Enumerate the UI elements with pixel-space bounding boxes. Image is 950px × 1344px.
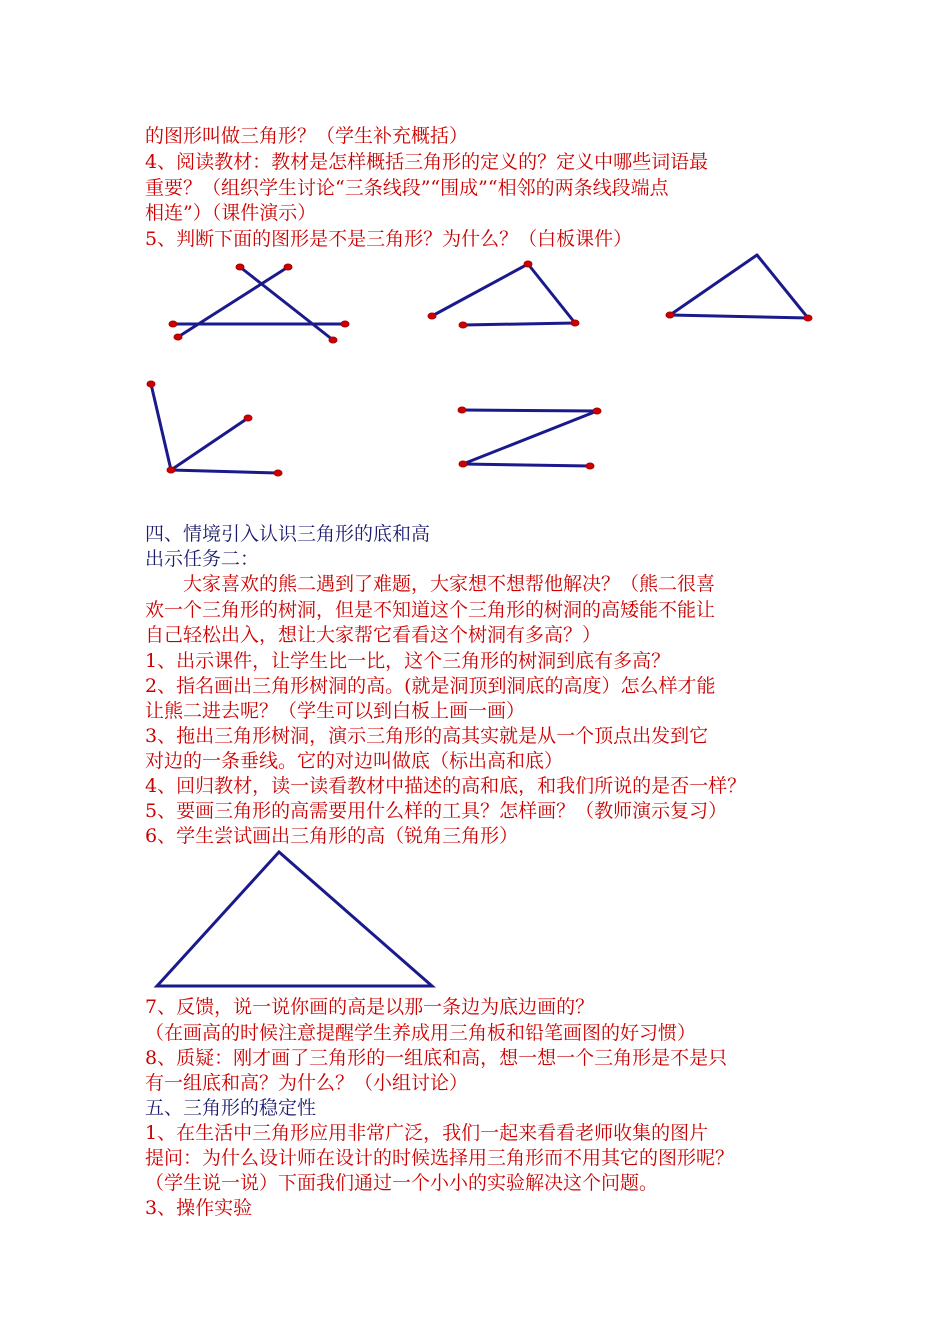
text-line: 让熊二进去呢？（学生可以到白板上画一画）	[145, 700, 526, 722]
task-label: 出示任务二：	[145, 548, 260, 570]
text-line: 5、判断下面的图形是不是三角形？为什么？（白板课件）	[145, 228, 633, 250]
segment	[240, 267, 333, 340]
text-line: 相连”）（课件演示）	[145, 202, 317, 224]
text-line: 8、质疑：刚才画了三角形的一组底和高，想一想一个三角形是不是只	[145, 1047, 728, 1069]
segment	[151, 384, 248, 470]
endpoint	[459, 322, 467, 328]
segment	[171, 470, 278, 473]
endpoint	[329, 337, 337, 343]
endpoint	[167, 467, 175, 473]
endpoint	[341, 321, 349, 327]
endpoint	[174, 334, 182, 340]
text-line: 重要？（组织学生讨论“三条线段”“围成”“相邻的两条线段端点	[145, 177, 669, 199]
text-line: 自己轻松出入，想让大家帮它看看这个树洞有多高？）	[145, 624, 602, 646]
text-line: （学生说一说）下面我们通过一个小小的实验解决这个问题。	[145, 1172, 659, 1194]
endpoint	[586, 463, 594, 469]
section-heading: 四、情境引入认识三角形的底和高	[145, 523, 431, 545]
endpoint	[169, 321, 177, 327]
text-line: 4、阅读教材：教材是怎样概括三角形的定义的？定义中哪些词语最	[145, 151, 709, 173]
endpoint	[571, 320, 579, 326]
z-figure	[462, 410, 597, 466]
text-line: 7、反馈，说一说你画的高是以那一条边为底边画的？	[145, 996, 595, 1018]
text-line: 4、回归教材，读一读看教材中描述的高和底，和我们所说的是否一样？	[145, 775, 747, 797]
section-heading: 五、三角形的稳定性	[145, 1097, 317, 1119]
endpoint	[458, 407, 466, 413]
endpoint	[459, 461, 467, 467]
endpoint	[593, 408, 601, 414]
text-line: 欢一个三角形的树洞，但是不知道这个三角形的树洞的高矮能不能让	[145, 599, 716, 621]
open-figure	[432, 264, 575, 325]
text-line: 1、在生活中三角形应用非常广泛，我们一起来看看老师收集的图片	[145, 1122, 709, 1144]
endpoint	[236, 264, 244, 270]
text-line: 有一组底和高？为什么？（小组讨论）	[145, 1072, 469, 1094]
text-line: 的图形叫做三角形？（学生补充概括）	[145, 125, 469, 147]
text-line: 1、出示课件，让学生比一比，这个三角形的树洞到底有多高？	[145, 650, 671, 672]
endpoint	[524, 261, 532, 267]
text-line: 大家喜欢的熊二遇到了难题，大家想不想帮他解决？（熊二很喜	[145, 573, 716, 595]
segment	[178, 267, 288, 337]
text-line: （在画高的时候注意提醒学生养成用三角板和铅笔画图的好习惯）	[145, 1022, 697, 1044]
text-line: 3、拖出三角形树洞，演示三角形的高其实就是从一个顶点出发到它	[145, 725, 709, 747]
endpoint	[244, 415, 252, 421]
triangle-shape	[670, 255, 808, 318]
endpoint	[274, 470, 282, 476]
text-line: 5、要画三角形的高需要用什么样的工具？怎样画？（教师演示复习）	[145, 800, 728, 822]
text-line: 2、指名画出三角形树洞的高。(就是洞顶到洞底的高度）怎么样才能	[145, 675, 716, 697]
acute-triangle	[157, 852, 432, 986]
endpoint	[147, 381, 155, 387]
text-line: 3、操作实验	[145, 1197, 253, 1219]
endpoint	[804, 315, 812, 321]
text-line: 对边的一条垂线。它的对边叫做底（标出高和底）	[145, 750, 564, 772]
text-line: 提问：为什么设计师在设计的时候选择用三角形而不用其它的图形呢？	[145, 1147, 735, 1169]
endpoint	[666, 312, 674, 318]
text-line: 6、学生尝试画出三角形的高（锐角三角形）	[145, 825, 519, 847]
endpoint	[284, 264, 292, 270]
endpoint	[428, 313, 436, 319]
